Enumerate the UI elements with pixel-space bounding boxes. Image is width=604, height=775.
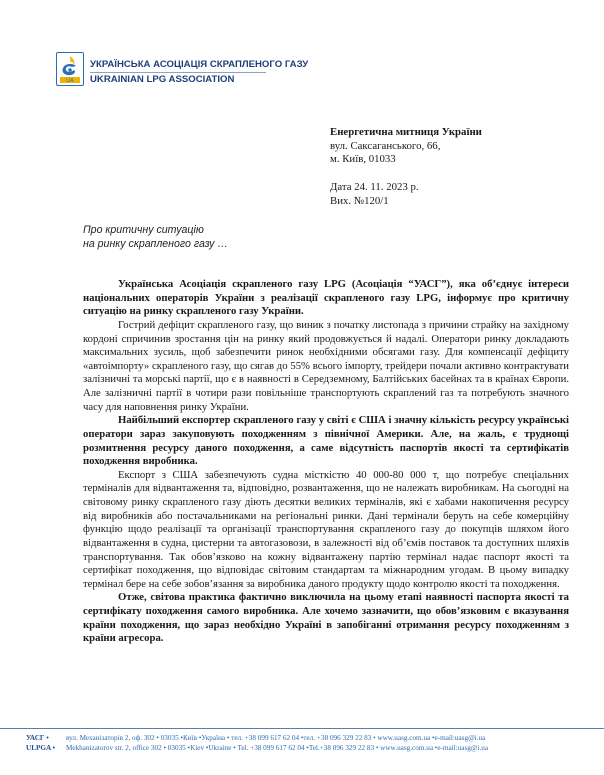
paragraph-intro: Українська Асоціація скрапленого газу LPG (Асоціація “УАСГ”), яка об’єднує інтереси національних операторів України з реалізації скрапленого газу LPG, інформує про критичну ситуацію на ринку скрапленого газу України. — [83, 278, 569, 318]
svg-text:UA: UA — [66, 78, 74, 84]
recipient-name: Енергетична митниця України — [330, 126, 482, 138]
letter-ref-number: Вих. №120/1 — [330, 194, 389, 207]
footer-label-en: ULPGA • — [26, 744, 56, 752]
footer-label-uk: УАСГ • — [26, 734, 49, 742]
footer-line-uk — [26, 733, 488, 743]
org-name-uk: УКРАЇНСЬКА АСОЦІАЦІЯ СКРАПЛЕНОГО ГАЗУ — [90, 59, 266, 73]
footer-divider — [0, 728, 604, 729]
paragraph-terminals: Експорт з США забезпечують судна місткістю 40 000-80 000 т, що потребує спеціальних терміналів для відвантаження та, відповідно, розвантаження, що не належать виробникам. На сьогодні на світовому ринку скрапленого газу діють десятки великих терміналів, які є хабами накопичення ресурсу від виробників або постачальниками на регіональні ринки. Дані термінали беруть на себе комерційну функцію щодо реалізації та організації транспортування скрапленого газу до покупців шляхом його відвантаження в судна, цистерни та автогазовози, в залежності від об’ємів поставок та доступних шляхів транспортування. Так обов’язково на кожну відвантажену партію термінал надає паспорт якості та сертифікат походження, що відповідає світовим стандартам та міжнародним угодам. В цьому випадку термінал бере на себе зобов’язання за виробника даного продукту щодо контролю якості та походження. — [83, 468, 569, 590]
paragraph-usa-exporter: Найбільший експортер скрапленого газу у світі є США і значну кількість ресурсу українські оператори зараз закуповують походженням з північної Америки. Але, на жаль, є труднощі розмитнення ресурсу даного походження, а саме відсутність паспортів якості та сертифікатів походження виробника. — [83, 414, 569, 468]
paragraph-conclusion: Отже, світова практика фактично виключила на цьому етапі наявності паспорта якості та сертифікату походження самого виробника. Але хочемо зазначити, що обов’язковим є вказування країни походження, що зараз необхідно Україні в запобіганні отримання ресурсу походженням з країни агресора. — [83, 591, 569, 645]
footer-contacts — [26, 733, 488, 753]
subject-line1: Про критичну ситуацію — [83, 224, 204, 236]
recipient-address-line1: вул. Саксаганського, 66, — [330, 139, 441, 152]
letterhead-title — [90, 59, 309, 85]
letter-subject — [83, 224, 228, 251]
paragraph-deficit: Гострий дефіцит скрапленого газу, що виник з початку листопада з причини страйку на західному кордоні спричинив зростання цін на ринку який продовжується й надалі. Оператори ринку докладають максимальних зусиль, щоб забезпечити ринок необхідними обсягами газу. Для компенсації дефіциту «автоімпорту» скрапленого газу, що сягав до 55% всього імпорту, трейдери почали активно контрактувати залізничні та морські партії, що є в наявності в Середземному, Балтійських басейнах та в країнах Європи. Але залізничні партії в чотири рази повільніше транспортують скраплений газ та потребують значного часу для наповнення ринку України. — [83, 318, 569, 413]
footer-text-uk: вул. Механізаторів 2, оф. 302 • 03035 •Київ •Україна • тел. +38 099 617 62 04 •тел. +38 096 329 22 83 • www.uasg.com.ua •e-mail:uasg@i.ua — [66, 734, 486, 742]
footer-text-en: Mekhanizatorov str. 2, office 302 • 03035 •Kiev •Ukraine • Tel. +38 099 617 62 04 •Tel.+38 096 329 22 83 • www.uasg.com.ua •e-mail:uasg@i.ua — [66, 744, 489, 752]
letter-body — [83, 278, 569, 646]
footer-line-en — [26, 743, 488, 753]
letter-date: Дата 24. 11. 2023 р. — [330, 181, 419, 193]
uasg-logo-icon — [57, 53, 83, 85]
org-name-en: UKRAINIAN LPG ASSOCIATION — [90, 74, 235, 85]
letter-meta — [330, 181, 419, 208]
recipient-block — [330, 126, 482, 167]
recipient-address-line2: м. Київ, 01033 — [330, 153, 396, 165]
association-logo — [56, 52, 84, 86]
subject-line2: на ринку скрапленого газу … — [83, 237, 229, 250]
